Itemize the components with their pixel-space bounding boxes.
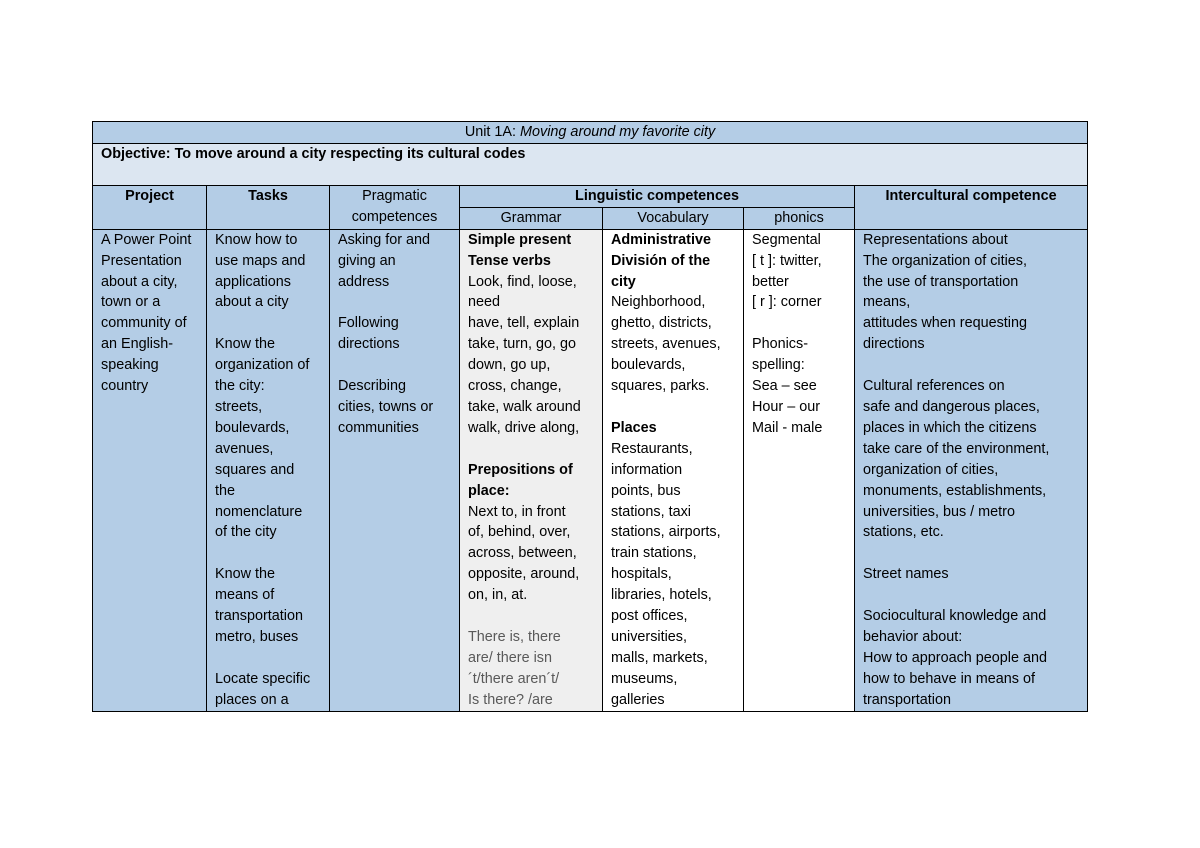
header-pragmatic: Pragmatic competences [330,185,460,229]
vocabulary-line: hospitals, [611,566,672,583]
intercultural-line: places in which the citizens [863,419,1037,436]
phonics-line: Hour – our [752,398,820,415]
vocabulary-line: stations, airports, [611,524,721,541]
project-line: A Power Point [101,231,192,248]
pragmatic-line: cities, towns or [338,398,434,415]
header-grammar: Grammar [460,207,603,229]
vocabulary-line: Restaurants, [611,440,693,457]
tasks-line: transportation [215,608,303,625]
intercultural-line: organization of cities, [863,461,999,478]
unit-title: Unit 1A: [464,124,521,140]
intercultural-line: monuments, establishments, [863,482,1047,499]
grammar-line: down, go up, [468,357,551,374]
grammar-line: Simple present [468,231,572,248]
project-line: community of [101,315,187,332]
grammar-line: take, turn, go, go [468,336,577,353]
project-line: country [101,378,149,395]
pragmatic-line: directions [338,336,400,353]
pragmatic-line: address [338,273,390,290]
intercultural-line: means, [863,294,911,311]
grammar-line: Look, find, loose, [468,273,577,290]
grammar-line: There is, there [468,628,561,645]
pragmatic-line [338,292,451,313]
tasks-line [215,543,321,564]
pragmatic-line: Asking for and [338,231,430,248]
phonics-line [752,313,846,334]
grammar-line: ´t/there aren´t/ [468,670,560,687]
intercultural-line: how to behave in means of [863,670,1035,687]
tasks-line: Know how to [215,231,298,248]
cell-intercultural [855,229,1088,711]
tasks-line: places on a [215,691,289,708]
cell-grammar [460,229,603,711]
unit-subtitle: Moving around my favorite city [520,124,716,140]
grammar-line: Next to, in front [468,503,566,520]
phonics-line: Segmental [752,231,821,248]
tasks-line: use maps and [215,252,306,269]
tasks-line: applications [215,273,292,290]
header-project: Project [93,185,207,229]
vocabulary-line: Neighborhood, [611,294,706,311]
vocabulary-line: ghetto, districts, [611,315,712,332]
grammar-line: Is there? /are [468,691,553,708]
tasks-line: the [215,482,236,499]
vocabulary-line: Places [611,419,657,436]
vocabulary-line: boulevards, [611,357,686,374]
vocabulary-line: Administrative [611,231,711,248]
tasks-line: Locate specific [215,670,311,687]
vocabulary-line: División of the [611,252,711,269]
vocabulary-line: squares, parks. [611,378,710,395]
phonics-line: better [752,273,789,290]
intercultural-line: directions [863,336,925,353]
vocabulary-line: information [611,461,683,478]
tasks-line [215,313,321,334]
tasks-line: organization of [215,357,310,374]
grammar-line [468,606,594,627]
phonics-line: [ r ]: corner [752,294,822,311]
pragmatic-line: Following [338,315,399,332]
tasks-line: streets, [215,398,263,415]
project-line: town or a [101,294,161,311]
grammar-line: Tense verbs [468,252,551,269]
intercultural-line: attitudes when requesting [863,315,1028,332]
objective: Objective: To move around a city respecting its cultural codes [101,145,526,162]
intercultural-line: Street names [863,566,949,583]
phonics-line: [ t ]: twitter, [752,252,822,269]
cell-project [93,229,207,711]
tasks-line: Know the [215,566,276,583]
tasks-line: Know the [215,336,276,353]
vocabulary-line: galleries [611,691,665,708]
tasks-line [215,648,321,669]
tasks-line: squares and [215,461,295,478]
grammar-line: cross, change, [468,378,562,395]
intercultural-line: behavior about: [863,628,963,645]
intercultural-line: stations, etc. [863,524,944,541]
tasks-line: about a city [215,294,289,311]
vocabulary-line: post offices, [611,608,688,625]
grammar-line: on, in, at. [468,587,528,604]
vocabulary-line: universities, [611,628,687,645]
tasks-line: the city: [215,378,265,395]
vocabulary-line: city [611,273,636,290]
intercultural-line: transportation [863,691,951,708]
grammar-line: place: [468,482,510,499]
intercultural-line: Representations about [863,231,1008,248]
tasks-line: boulevards, [215,419,290,436]
grammar-line: take, walk around [468,398,581,415]
vocabulary-line: stations, taxi [611,503,691,520]
intercultural-line: The organization of cities, [863,252,1027,269]
project-line: an English- [101,336,173,353]
tasks-line: of the city [215,524,277,541]
phonics-line: Mail - male [752,419,823,436]
header-intercultural: Intercultural competence [855,185,1088,229]
intercultural-line: safe and dangerous places, [863,398,1040,415]
intercultural-line [863,355,1079,376]
unit-title-cell [93,122,1088,144]
pragmatic-line: Describing [338,378,406,395]
pragmatic-line: communities [338,419,419,436]
intercultural-line [863,585,1079,606]
grammar-line: walk, drive along, [468,419,580,436]
tasks-line: avenues, [215,440,274,457]
vocabulary-line: museums, [611,670,678,687]
cell-pragmatic [330,229,460,711]
tasks-line: nomenclature [215,503,303,520]
vocabulary-line: train stations, [611,545,697,562]
project-line: Presentation [101,252,182,269]
intercultural-line: take care of the environment, [863,440,1050,457]
pragmatic-line: giving an [338,252,396,269]
grammar-line: need [468,294,501,311]
vocabulary-line [611,397,735,418]
cell-phonics [744,229,855,711]
grammar-line: opposite, around, [468,566,580,583]
unit-plan-table [92,121,1088,712]
intercultural-line [863,543,1079,564]
grammar-line [468,439,594,460]
cell-vocabulary [603,229,744,711]
pragmatic-line [338,355,451,376]
tasks-line: metro, buses [215,628,299,645]
grammar-line: Prepositions of [468,461,573,478]
vocabulary-line: libraries, hotels, [611,587,712,604]
header-linguistic: Linguistic competences [460,185,855,207]
objective-cell [93,143,1088,185]
cell-tasks [207,229,330,711]
project-line: speaking [101,357,159,374]
intercultural-line: How to approach people and [863,649,1048,666]
grammar-line: are/ there isn [468,649,552,666]
project-line: about a city, [101,273,178,290]
grammar-line: across, between, [468,545,577,562]
phonics-line: Sea – see [752,378,817,395]
vocabulary-line: points, bus [611,482,681,499]
intercultural-line: universities, bus / metro [863,503,1015,520]
header-tasks: Tasks [207,185,330,229]
vocabulary-line: malls, markets, [611,649,708,666]
intercultural-line: Cultural references on [863,378,1005,395]
grammar-line: have, tell, explain [468,315,580,332]
tasks-line: means of [215,587,275,604]
phonics-line: Phonics- [752,336,808,353]
header-vocabulary: Vocabulary [603,207,744,229]
intercultural-line: Sociocultural knowledge and [863,608,1047,625]
grammar-line: of, behind, over, [468,524,571,541]
intercultural-line: the use of transportation [863,273,1019,290]
phonics-line: spelling: [752,357,805,374]
header-phonics: phonics [744,207,855,229]
vocabulary-line: streets, avenues, [611,336,721,353]
